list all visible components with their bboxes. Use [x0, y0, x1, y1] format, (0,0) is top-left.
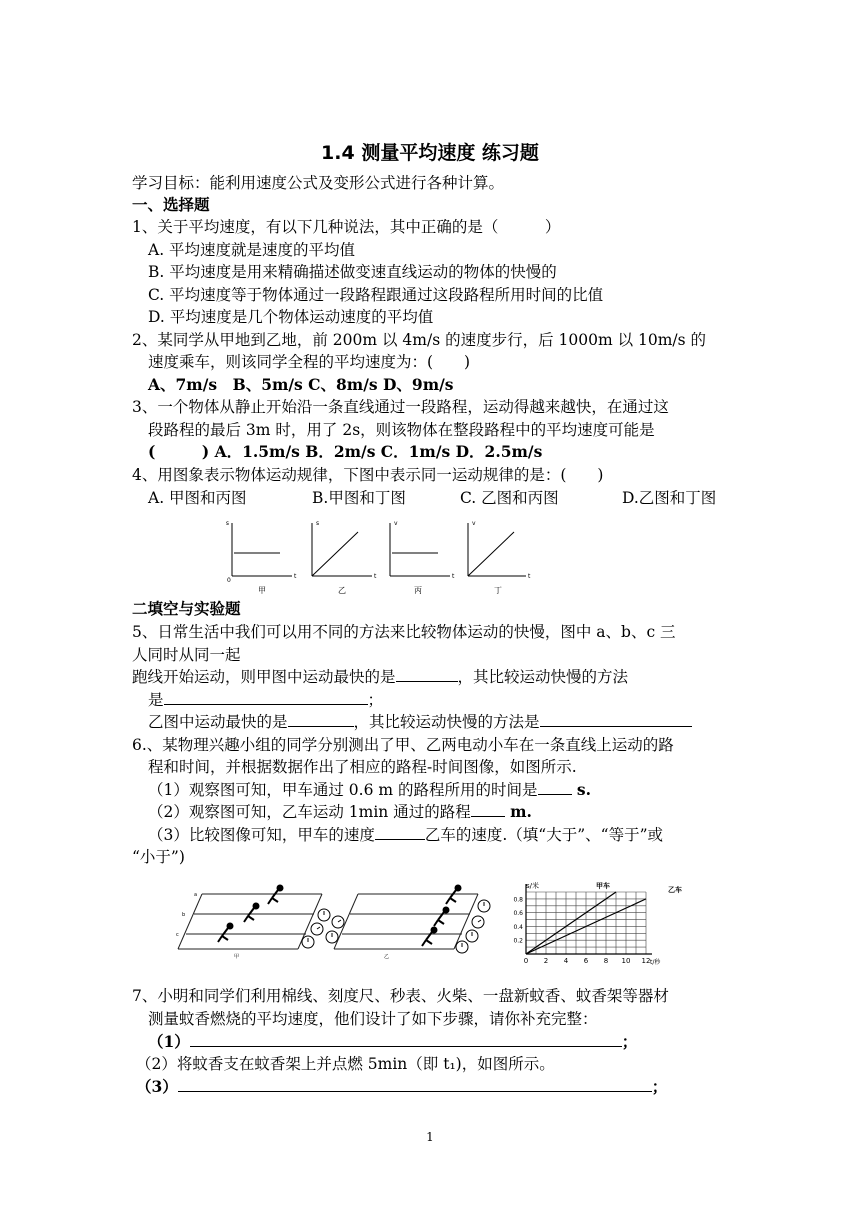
- graph-ding: [468, 520, 531, 595]
- graph-bing-ylabel: v: [394, 520, 398, 527]
- q5-race-figure: [172, 884, 498, 960]
- q5-method-yi-blank[interactable]: [540, 711, 692, 727]
- q1-option-d: D. 平均速度是几个物体运动速度的平均值: [148, 308, 434, 326]
- q7-s3-end: ；: [651, 1077, 668, 1096]
- lane-label-a: a: [194, 892, 198, 898]
- q4-option-b: B.甲图和丁图: [312, 489, 406, 507]
- q5-fastest-jia-blank[interactable]: [396, 666, 458, 682]
- x-tick-label: 12: [641, 957, 651, 965]
- graph-ding-ylabel: v: [472, 520, 476, 527]
- q6-s3-blank[interactable]: [375, 824, 425, 840]
- q6-s3-text: （3）比较图像可知，甲车的速度: [148, 826, 375, 844]
- section-heading-choice: 一、选择题: [132, 195, 210, 214]
- y-tick-label: 0.8: [513, 896, 523, 904]
- q4-option-c: C. 乙图和丙图: [460, 489, 559, 507]
- q2-line2: 速度乘车，则该同学全程的平均速度为：( ): [148, 353, 471, 371]
- q7-line1: 7、小明和同学们利用棉线、刻度尺、秒表、火柴、一盘新蚊香、蚊香架等器材: [132, 987, 669, 1005]
- y-tick-label: 0.2: [513, 937, 523, 945]
- track-jia: [178, 894, 322, 949]
- q5-line4-text: 是: [148, 691, 164, 709]
- graph-jia-caption: 甲: [258, 586, 266, 595]
- q6-s2-unit: m.: [504, 802, 532, 821]
- graph-bing-xlabel: t: [452, 573, 455, 580]
- series-line-jia: [526, 892, 616, 954]
- q5-line2: 人同时从同一起: [132, 646, 241, 664]
- q6-s1-unit: s.: [571, 780, 592, 799]
- q6-s3-rest: 乙车的速度.（填“大于”、“等于”或: [424, 826, 663, 844]
- runner-icon: [422, 886, 461, 947]
- q6-line1: 6.、某物理兴趣小组的同学分别测出了甲、乙两电动小车在一条直线上运动的路: [132, 736, 674, 754]
- page-number: 1: [426, 1130, 434, 1144]
- series-label-jia: 甲车: [596, 882, 610, 890]
- q2-line1: 2、某同学从甲地到乙地，前 200m 以 4m/s 的速度步行，后 1000m 以 10m/s 的: [132, 331, 707, 349]
- section-heading-fill: 二填空与实验题: [132, 599, 241, 618]
- q7-s1-blank[interactable]: [190, 1031, 622, 1047]
- page-title: 1.4 测量平均速度 练习题: [321, 142, 539, 164]
- track-yi: [334, 894, 478, 949]
- q7-s3-label: （3）: [136, 1077, 178, 1096]
- q1-stem: 1、关于平均速度，有以下几种说法，其中正确的是（ ）: [132, 218, 561, 236]
- q5-line1: 5、日常生活中我们可以用不同的方法来比较物体运动的快慢，图中 a、b、c 三: [132, 623, 676, 641]
- graph-ding-caption: 丁: [494, 586, 502, 595]
- stopwatch-icon: [302, 909, 344, 948]
- q3-line1: 3、一个物体从静止开始沿一条直线通过一段路程，运动得越来越快，在通过这: [132, 398, 669, 416]
- q4-stem: 4、用图象表示物体运动规律，下图中表示同一运动规律的是：( ): [132, 466, 604, 484]
- x-tick-label: 6: [583, 957, 589, 965]
- lane-label-c: c: [176, 932, 179, 938]
- graph-yi-caption: 乙: [338, 586, 346, 595]
- q1-option-c: C. 平均速度等于物体通过一段路程跟通过这段路程所用时间的比值: [148, 286, 604, 304]
- q5-line4-end: ；: [367, 691, 384, 709]
- q5-line3-text: 跑线开始运动，则甲图中运动最快的是: [132, 668, 396, 686]
- graph-ding-xlabel: t: [528, 573, 531, 580]
- x-tick-label: 2: [543, 957, 549, 965]
- q1-option-a: A. 平均速度就是速度的平均值: [148, 241, 356, 259]
- q5-line3-rest: ，其比较运动快慢的方法: [457, 668, 629, 686]
- learning-objective: 学习目标：能利用速度公式及变形公式进行各种计算。: [132, 174, 505, 192]
- q1-option-b: B. 平均速度是用来精确描述做变速直线运动的物体的快慢的: [148, 263, 557, 281]
- stopwatch-icon: [456, 900, 490, 953]
- lane-label-b: b: [182, 912, 186, 918]
- x-tick-label: 8: [603, 957, 609, 965]
- q2-options: A、7m/s B、5m/s C、8m/s D、9m/s: [148, 375, 454, 394]
- q5-fastest-yi-blank[interactable]: [288, 711, 354, 727]
- q6-s2-blank[interactable]: [471, 801, 505, 817]
- graph-jia-origin: 0: [227, 577, 231, 584]
- q6-line2: 程和时间，并根据数据作出了相应的路程-时间图像，如图所示.: [148, 758, 577, 776]
- graph-jia: [226, 520, 297, 595]
- q3-line3: ( ) A．1.5m/s B．2m/s C．1m/s D．2.5m/s: [148, 442, 543, 461]
- graph-jia-ylabel: s: [225, 520, 229, 527]
- q5-line5-text: 乙图中运动最快的是: [148, 713, 288, 731]
- q7-s1-label: （1）: [148, 1032, 190, 1051]
- q7-s2: （2）将蚊香支在蚊香架上并点燃 5min（即 t₁)，如图所示。: [136, 1055, 555, 1073]
- x-tick-label: 4: [563, 957, 569, 965]
- chart-axes: [526, 884, 652, 954]
- q6-s2-text: （2）观察图可知，乙车运动 1min 通过的路程: [148, 803, 471, 821]
- q6-s3-end: “小于”): [132, 848, 185, 866]
- q5-line5-rest: ，其比较运动快慢的方法是: [353, 713, 540, 731]
- q6-s1-text: （1）观察图可知，甲车通过 0.6 m 的路程所用的时间是: [148, 781, 538, 799]
- q6-s1-blank[interactable]: [538, 779, 572, 795]
- q7-line2: 测量蚊香燃烧的平均速度，他们设计了如下步骤，请你补充完整：: [148, 1010, 598, 1028]
- q3-line2: 段路程的最后 3m 时，用了 2s，则该物体在整段路程中的平均速度可能是: [148, 421, 655, 439]
- q4-option-a: A. 甲图和丙图: [148, 489, 247, 507]
- x-tick-label: 10: [621, 957, 631, 965]
- graph-bing: [390, 520, 455, 595]
- track-caption-yi: 乙: [384, 954, 390, 960]
- y-tick-label: 0.4: [513, 923, 523, 931]
- y-tick-label: 0.6: [513, 910, 523, 918]
- chart-y-axis-label: s/米: [526, 882, 540, 890]
- graph-yi-xlabel: t: [374, 573, 377, 580]
- graph-yi: [312, 520, 377, 595]
- q5-method-jia-blank[interactable]: [164, 689, 368, 705]
- chart-x-axis-label: t/秒: [650, 959, 661, 966]
- graph-bing-caption: 丙: [414, 586, 422, 595]
- q4-option-d: D.乙图和丁图: [622, 489, 717, 507]
- q6-st-chart: [500, 878, 740, 970]
- track-caption-jia: 甲: [234, 954, 240, 960]
- chart-grid: [526, 892, 646, 954]
- x-tick-label: 0: [523, 957, 529, 965]
- q7-s1-end: ；: [621, 1032, 638, 1051]
- graph-jia-xlabel: t: [294, 573, 297, 580]
- q7-s3-blank[interactable]: [178, 1076, 652, 1092]
- q4-graphs-figure: [220, 518, 540, 600]
- series-label-yi: 乙车: [668, 886, 682, 894]
- graph-yi-ylabel: s: [316, 520, 320, 527]
